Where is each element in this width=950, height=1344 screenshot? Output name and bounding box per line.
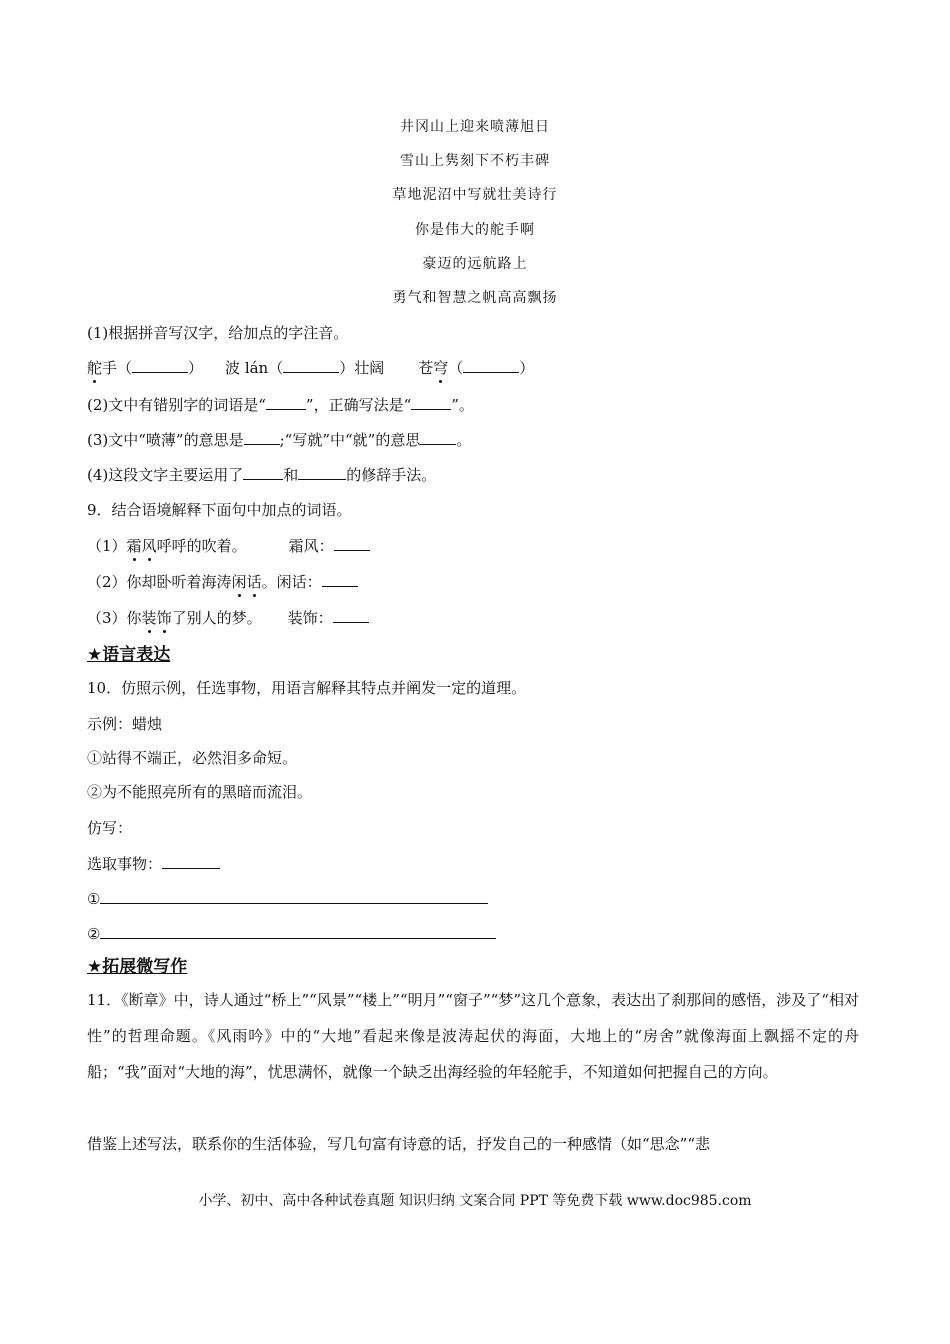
poem-line-2: 雪山上隽刻下不朽丰碑 — [400, 153, 550, 169]
q10-answer-line-2 — [87, 923, 496, 945]
poem-line-4: 你是伟大的舵手啊 — [415, 222, 535, 238]
q9-item-3 — [87, 607, 369, 629]
answer-blank[interactable] — [283, 358, 339, 373]
text: （3）你 — [87, 609, 142, 627]
q9-item-2 — [87, 571, 358, 593]
q10-answer-line-1 — [87, 888, 488, 910]
text: （2）你却卧听着海涛 — [87, 573, 232, 591]
dotted-char: 霜 — [126, 537, 142, 555]
text: 呼呼的吹着。 — [156, 537, 247, 555]
dotted-char: 话 — [246, 573, 262, 591]
q10-example-1: ①站得不端正，必然泪多命短。 — [87, 749, 298, 767]
text: (3)文中“喷薄”的意思是 — [87, 431, 244, 449]
text: 选取事物： — [87, 855, 163, 873]
dotted-char: 装 — [141, 609, 157, 627]
q8-sub4 — [87, 464, 436, 486]
q10-title: 10．仿照示例，任选事物，用语言解释其特点并阐发一定的道理。 — [87, 679, 527, 697]
poem-line-3: 草地泥沼中写就壮美诗行 — [392, 187, 558, 203]
poem-line-5: 豪迈的远航路上 — [422, 256, 528, 272]
text: 手（ — [102, 359, 133, 377]
answer-blank[interactable] — [266, 395, 306, 410]
page-footer: 小学、初中、高中各种试卷真题 知识归纳 文案合同 PPT 等免费下载 www.doc985.com — [198, 1193, 752, 1209]
dotted-char: 风 — [141, 537, 157, 555]
text: 。 — [261, 573, 277, 591]
text: ”，正确写法是“ — [305, 396, 412, 414]
text: 的修辞手法。 — [346, 466, 437, 484]
answer-blank[interactable] — [298, 465, 346, 480]
q9-item-1 — [87, 535, 370, 557]
text: 波 lán（ — [225, 359, 284, 377]
answer-blank[interactable] — [244, 430, 280, 445]
answer-blank[interactable] — [243, 465, 283, 480]
q8-sub1-words — [87, 357, 534, 379]
dotted-char: 穹 — [433, 359, 449, 377]
answer-blank[interactable] — [411, 395, 451, 410]
answer-blank[interactable] — [132, 358, 188, 373]
section-heading-language-expression: ★语言表达 — [87, 645, 171, 665]
answer-blank[interactable] — [333, 608, 369, 623]
q8-sub3 — [87, 429, 471, 451]
q10-example-2: ②为不能照亮所有的黑暗而流泪。 — [87, 783, 313, 801]
q11-paragraph-1: 11．《断章》中，诗人通过“桥上”“风景”“楼上”“明月”“窗子”“梦”这几个意象，表达出了刹那间的感悟，涉及了“相对性”的哲理命题。《风雨吟》中的“大地”看起来像是波涛起伏的海面，大地上的“房舍”就像海面上飘摇不定的舟船；“我”面对“大地的海”，忧思满怀，就像一个缺乏出海经验的年轻舵手，不知道如何把握自己的方向。 — [87, 991, 859, 1081]
poem-line-1: 井冈山上迎来喷薄旭日 — [400, 119, 550, 135]
answer-blank[interactable] — [162, 854, 220, 869]
text: 。 — [456, 431, 472, 449]
text: (2)文中有错别字的词语是“ — [87, 396, 266, 414]
text: （ — [448, 359, 464, 377]
answer-blank[interactable] — [463, 358, 519, 373]
q8-sub1-prompt: (1)根据拼音写汉字，给加点的字注音。 — [87, 324, 349, 342]
dotted-char: 闲 — [231, 573, 247, 591]
q11-paragraph-2: 借鉴上述写法，联系你的生活体验，写几句富有诗意的话，抒发自己的一种感情（如“思念”“悲 — [87, 1135, 711, 1153]
text: ）壮阔 — [339, 359, 385, 377]
text: ） — [188, 359, 204, 377]
text: 装饰： — [287, 609, 333, 627]
q9-title: 9．结合语境解释下面句中加点的词语。 — [87, 501, 352, 519]
dotted-char: 饰 — [156, 609, 172, 627]
q10-imitate-label: 仿写： — [87, 819, 133, 837]
q8-sub2 — [87, 394, 474, 416]
text: ① — [87, 890, 101, 908]
dotted-char: 舵 — [87, 359, 103, 377]
answer-blank[interactable] — [334, 536, 370, 551]
answer-blank[interactable] — [100, 924, 496, 939]
text: （1） — [87, 537, 127, 555]
text: ;“写就”中“就”的意思 — [279, 431, 421, 449]
text: 霜风： — [288, 537, 334, 555]
text: 闲话： — [276, 573, 322, 591]
text: ”。 — [451, 396, 474, 414]
text: 和 — [283, 466, 299, 484]
text: ） — [519, 359, 535, 377]
q10-choose-item — [87, 853, 220, 875]
text: 苍 — [418, 359, 434, 377]
answer-blank[interactable] — [420, 430, 456, 445]
answer-blank[interactable] — [322, 572, 358, 587]
q10-example-label: 示例：蜡烛 — [87, 715, 163, 733]
poem-line-6: 勇气和智慧之帆高高飘扬 — [392, 290, 558, 306]
section-heading-micro-writing: ★拓展微写作 — [87, 957, 188, 977]
answer-blank[interactable] — [100, 889, 488, 904]
text: 了别人的梦。 — [171, 609, 262, 627]
text: (4)这段文字主要运用了 — [87, 466, 244, 484]
text: ② — [87, 925, 101, 943]
